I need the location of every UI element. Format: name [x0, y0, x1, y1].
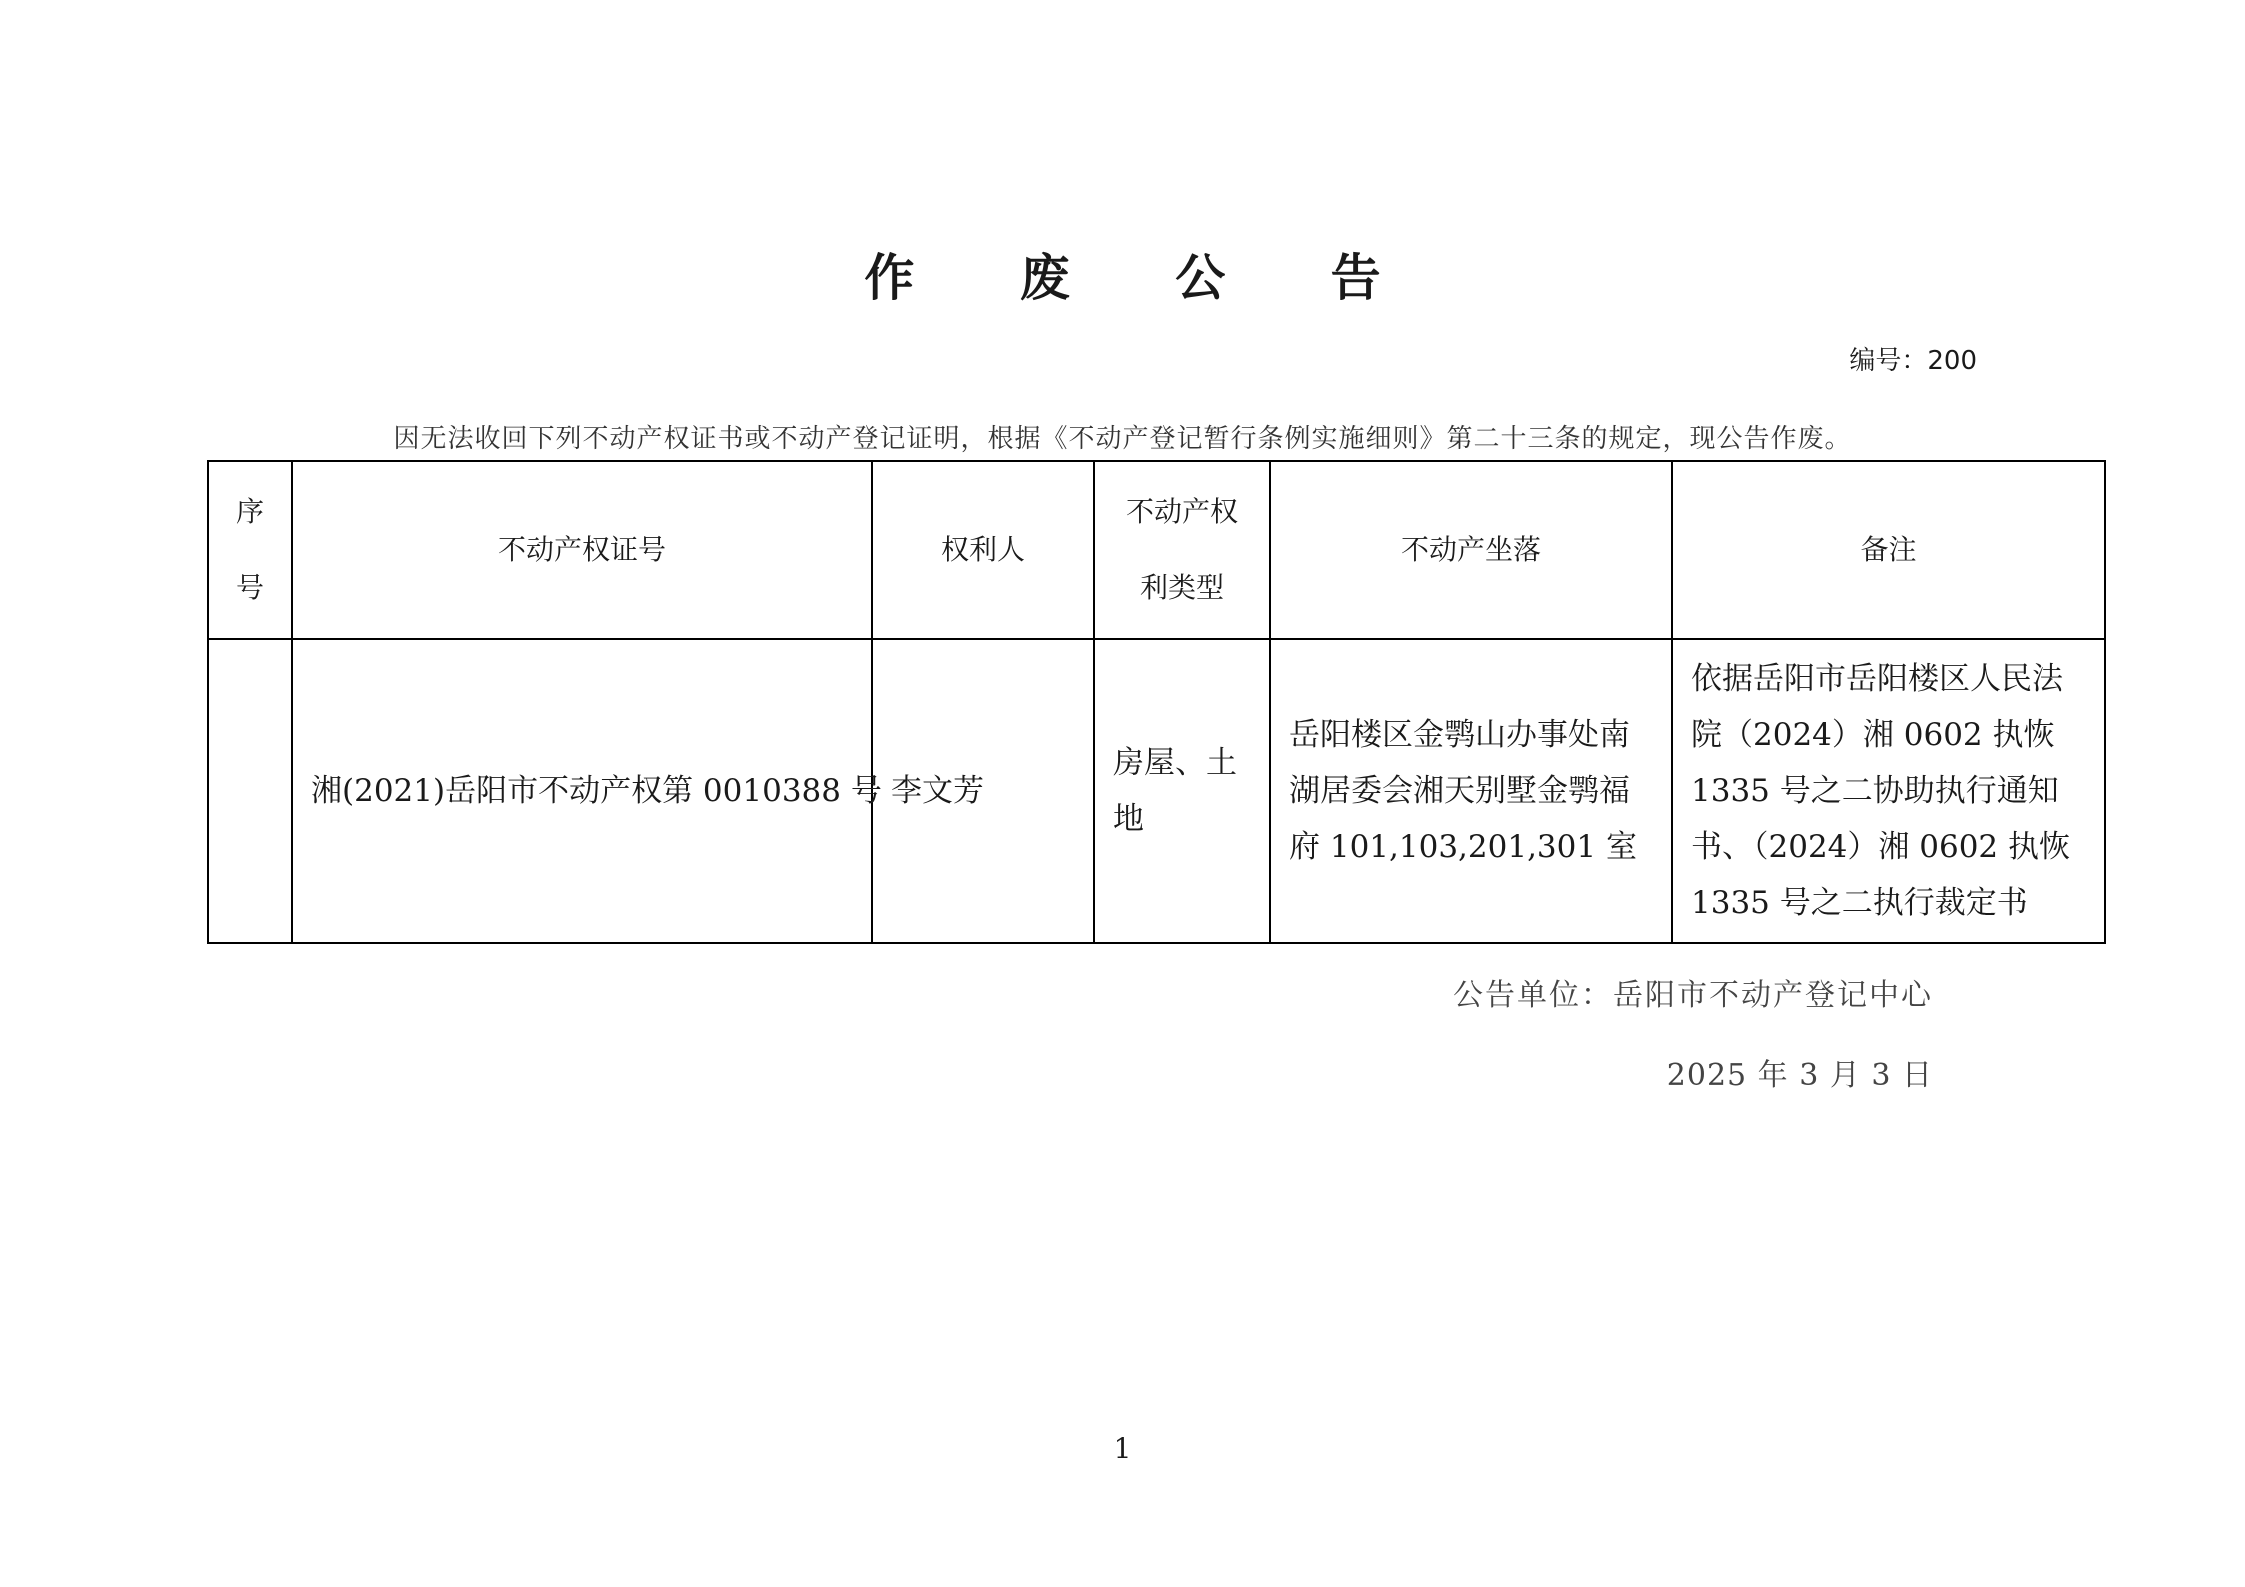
page-number: 1	[1113, 1432, 1132, 1465]
cell-owner: 李文芳	[872, 639, 1094, 943]
cell-seq	[208, 639, 292, 943]
header-seq	[208, 461, 292, 639]
header-location: 不动产坐落	[1270, 461, 1672, 639]
header-right-type-line2: 利类型	[1139, 571, 1224, 604]
notice-title: 作 废 公 告	[864, 249, 1425, 307]
cell-cert-no: 湘(2021)岳阳市不动产权第 0010388 号	[292, 639, 872, 943]
header-right-type-line1: 不动产权	[1125, 495, 1238, 528]
header-right-type	[1094, 461, 1270, 639]
header-owner: 权利人	[872, 461, 1094, 639]
table-header-row	[208, 461, 2105, 639]
notice-table	[207, 460, 2106, 944]
header-seq-line2: 号	[235, 571, 264, 604]
intro-text: 因无法收回下列不动产权证书或不动产登记证明，根据《不动产登记暂行条例实施细则》第二十三条的规定，现公告作废。	[393, 424, 1852, 454]
header-remark: 备注	[1672, 461, 2105, 639]
header-cert-no: 不动产权证号	[292, 461, 872, 639]
cell-location: 岳阳楼区金鹗山办事处南湖居委会湘天别墅金鹗福府 101,103,201,301 室	[1270, 639, 1672, 943]
table-row	[208, 639, 2105, 943]
issuer: 公告单位：岳阳市不动产登记中心	[1453, 978, 1933, 1013]
issue-date: 2025 年 3 月 3 日	[1666, 1058, 1933, 1093]
serial-number: 编号：200	[1849, 346, 1977, 376]
cell-right-type: 房屋、土地	[1094, 639, 1270, 943]
cell-remark: 依据岳阳市岳阳楼区人民法院（2024）湘 0602 执恢 1335 号之二协助执行通知书、（2024）湘 0602 执恢 1335 号之二执行裁定书	[1672, 639, 2105, 943]
header-seq-line1: 序	[235, 495, 264, 528]
